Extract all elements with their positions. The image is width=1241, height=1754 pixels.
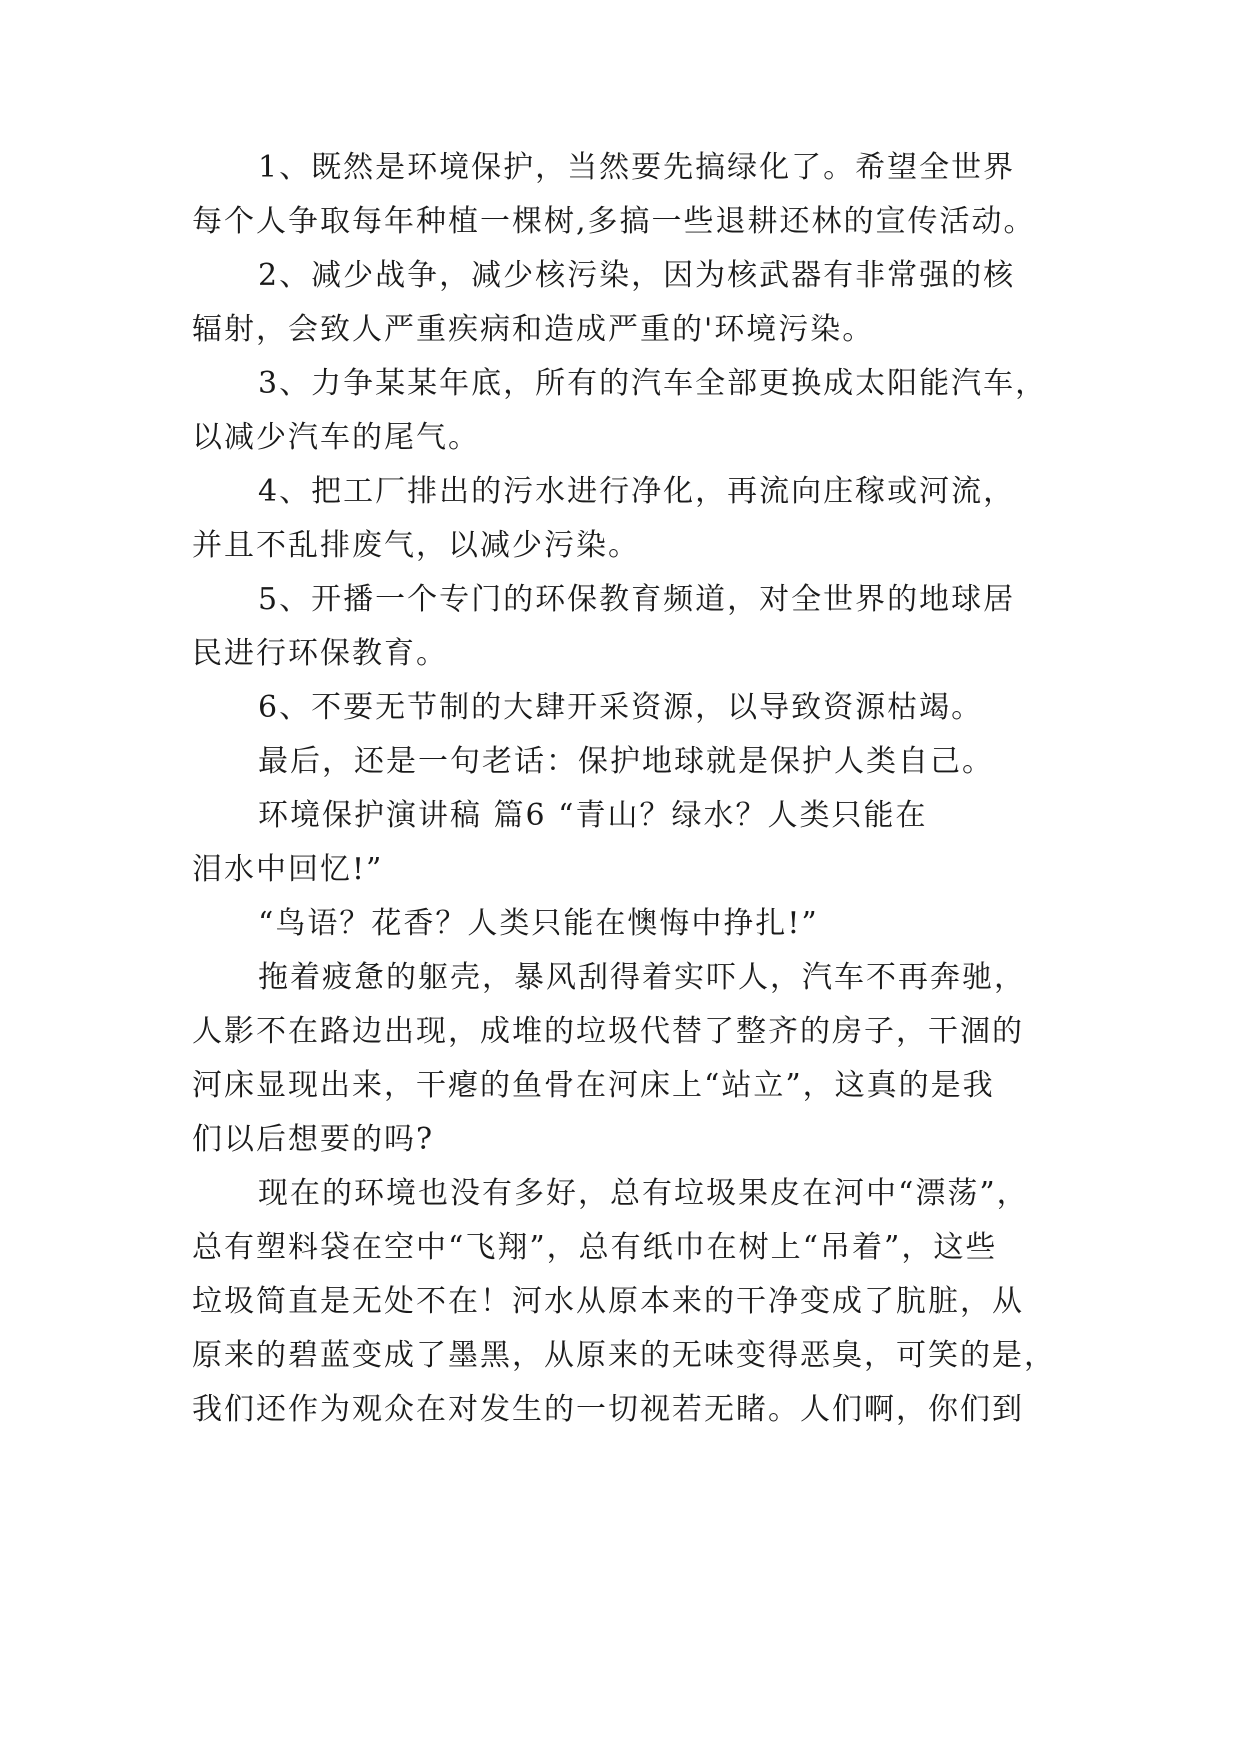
text-line: 现在的环境也没有多好，总有垃圾果皮在河中“漂荡”， xyxy=(258,1176,1029,1211)
text-line: 民进行环保教育。 xyxy=(192,636,448,671)
text-line: 我们还作为观众在对发生的一切视若无睹。人们啊，你们到 xyxy=(192,1392,1024,1427)
text-line: 6、不要无节制的大肆开采资源，以导致资源枯竭。 xyxy=(258,690,984,725)
text-line: 泪水中回忆!” xyxy=(192,852,384,887)
text-line: 1、既然是环境保护，当然要先搞绿化了。希望全世界 xyxy=(258,150,1016,185)
text-line: 们以后想要的吗? xyxy=(192,1122,435,1157)
text-line: 3、力争某某年底，所有的汽车全部更换成太阳能汽车， xyxy=(258,366,1048,401)
text-line: 拖着疲惫的躯壳，暴风刮得着实吓人，汽车不再奔驰， xyxy=(258,960,1026,995)
text-line: 每个人争取每年种植一棵树,多搞一些退耕还林的宣传活动。 xyxy=(192,204,1036,239)
text-line: “鸟语？花香？人类只能在懊悔中挣扎!” xyxy=(258,906,819,941)
text-line: 并且不乱排废气，以减少污染。 xyxy=(192,528,640,563)
text-line: 原来的碧蓝变成了墨黑，从原来的无味变得恶臭，可笑的是， xyxy=(192,1338,1056,1373)
text-line: 河床显现出来，干瘪的鱼骨在河床上“站立”，这真的是我 xyxy=(192,1068,995,1103)
section-heading-line: 环境保护演讲稿 篇6 “青山？绿水？人类只能在 xyxy=(258,798,928,833)
text-line: 5、开播一个专门的环保教育频道，对全世界的地球居 xyxy=(258,582,1016,617)
text-line: 2、减少战争，减少核污染，因为核武器有非常强的核 xyxy=(258,258,1016,293)
text-line: 最后，还是一句老话：保护地球就是保护人类自己。 xyxy=(258,744,994,779)
text-line: 人影不在路边出现，成堆的垃圾代替了整齐的房子，干涸的 xyxy=(192,1014,1024,1049)
text-line: 垃圾简直是无处不在！河水从原本来的干净变成了肮脏，从 xyxy=(192,1284,1024,1319)
text-line: 辐射，会致人严重疾病和造成严重的'环境污染。 xyxy=(192,312,875,347)
text-line: 4、把工厂排出的污水进行净化，再流向庄稼或河流， xyxy=(258,474,1016,509)
text-line: 总有塑料袋在空中“飞翔”，总有纸巾在树上“吊着”，这些 xyxy=(192,1230,998,1265)
text-line: 以减少汽车的尾气。 xyxy=(192,420,480,455)
